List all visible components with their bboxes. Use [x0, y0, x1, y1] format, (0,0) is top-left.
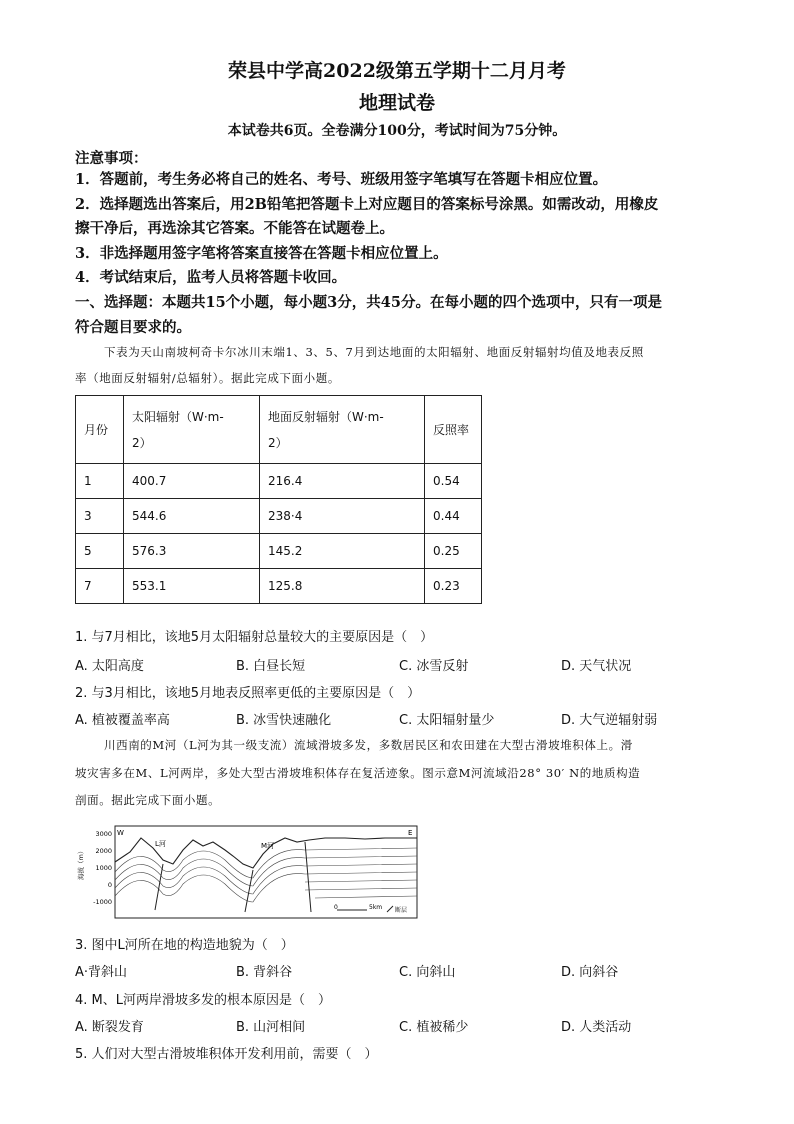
header-albedo: 反照率	[425, 396, 482, 464]
subject-title: 地理试卷	[358, 92, 435, 114]
question-2-stem: 2. 与3月相比，该地5月地表反照率更低的主要原因是（ ）	[75, 686, 421, 701]
question-3-stem: 3. 图中L河所在地的构造地貌为（ ）	[75, 938, 294, 953]
east-label: E	[408, 829, 413, 837]
intro2-line1: 川西南的M河（L河为其一级支流）流域滑坡多发，多数居民区和农田建在大型古滑坡堆积体上。滑	[104, 738, 633, 752]
cell: 0.44	[425, 499, 482, 534]
table-row	[76, 464, 482, 499]
q2-option-b[interactable]: B. 冰雪快速融化	[236, 713, 332, 728]
q1-option-a[interactable]: A. 太阳高度	[75, 659, 144, 674]
header-solar: 太阳辐射（W·m- 2）	[124, 396, 260, 464]
cell: 145.2	[260, 534, 425, 569]
q2-option-d[interactable]: D. 大气逆辐射弱	[561, 713, 658, 728]
cell: 238·4	[260, 499, 425, 534]
cell: 5	[76, 534, 124, 569]
q1-option-c[interactable]: C. 冰雪反射	[399, 659, 469, 674]
note-1: 1．答题前，考生务必将自己的姓名、考号、班级用签字笔填写在答题卡相应位置。	[75, 171, 608, 188]
cell: 0.25	[425, 534, 482, 569]
y-axis-label: 海拔（m）	[77, 847, 85, 880]
cell: 400.7	[124, 464, 260, 499]
intro1-line2: 率（地面反射辐射/总辐射）。据此完成下面小题。	[75, 371, 340, 385]
y-tick: 2000	[95, 847, 112, 855]
exam-title: 荣县中学高2022级第五学期十二月月考	[228, 60, 566, 82]
y-tick: 1000	[95, 864, 112, 872]
note-4: 4．考试结束后，监考人员将答题卡收回。	[75, 269, 347, 286]
q3-option-b[interactable]: B. 背斜谷	[236, 965, 293, 980]
table-row	[76, 534, 482, 569]
scale-km: 5km	[369, 904, 383, 911]
q2-option-a[interactable]: A. 植被覆盖率高	[75, 713, 170, 728]
y-tick: 3000	[95, 830, 112, 838]
notes-heading: 注意事项：	[75, 150, 148, 167]
scale-zero: 0	[334, 904, 338, 911]
question-1-stem: 1. 与7月相比，该地5月太阳辐射总量较大的主要原因是（ ）	[75, 630, 434, 645]
table-header-row	[76, 396, 482, 464]
cell: 3	[76, 499, 124, 534]
cell: 0.23	[425, 569, 482, 604]
cell: 7	[76, 569, 124, 604]
table-row	[76, 569, 482, 604]
cell: 553.1	[124, 569, 260, 604]
section-heading: 一、选择题：本题共15个小题，每小题3分，共45分。在每小题的四个选项中，只有一项是	[75, 294, 662, 311]
q4-option-a[interactable]: A. 断裂发育	[75, 1020, 144, 1035]
section-heading-cont: 符合题目要求的。	[75, 319, 191, 336]
q4-option-d[interactable]: D. 人类活动	[561, 1020, 632, 1035]
note-2: 2．选择题选出答案后，用2B铅笔把答题卡上对应题目的答案标号涂黑。如需改动，用橡皮	[75, 196, 659, 213]
header-reflect: 地面反射辐射（W·m- 2）	[260, 396, 425, 464]
q4-option-c[interactable]: C. 植被稀少	[399, 1020, 469, 1035]
header-month: 月份	[76, 396, 124, 464]
note-3: 3．非选择题用签字笔将答案直接答在答题卡相应位置上。	[75, 245, 448, 262]
exam-info: 本试卷共6页。全卷满分100分，考试时间为75分钟。	[227, 123, 567, 139]
intro1-line1: 下表为天山南坡柯奇卡尔冰川末端1、3、5、7月到达地面的太阳辐射、地面反射辐射均值及地表反照	[104, 345, 644, 359]
question-5-stem: 5. 人们对大型古滑坡堆积体开发利用前，需要（ ）	[75, 1047, 378, 1062]
intro2-line3: 剖面。据此完成下面小题。	[75, 793, 221, 807]
cell: 576.3	[124, 534, 260, 569]
y-axis-ticks	[93, 830, 112, 906]
note-2-cont: 擦干净后，再选涂其它答案。不能答在试题卷上。	[75, 220, 394, 237]
fault-legend-label: 断层	[395, 907, 408, 914]
cell: 0.54	[425, 464, 482, 499]
y-tick: 0	[107, 881, 112, 889]
q2-option-c[interactable]: C. 太阳辐射量少	[399, 713, 495, 728]
q3-option-c[interactable]: C. 向斜山	[399, 965, 456, 980]
q1-option-d[interactable]: D. 天气状况	[561, 659, 632, 674]
cell: 216.4	[260, 464, 425, 499]
question-4-stem: 4. M、L河两岸滑坡多发的根本原因是（ ）	[75, 993, 331, 1008]
intro2-line2: 坡灾害多在M、L河两岸，多处大型古滑坡堆积体存在复活迹象。图示意M河流域沿28° 30′ N的地质构造	[75, 766, 641, 780]
l-river-label: L河	[155, 840, 166, 848]
q3-option-a[interactable]: A·背斜山	[75, 965, 128, 980]
west-label: W	[117, 829, 124, 837]
q4-option-b[interactable]: B. 山河相间	[236, 1020, 306, 1035]
y-tick: -1000	[93, 898, 112, 906]
cell: 544.6	[124, 499, 260, 534]
geologic-cross-section-figure	[75, 820, 425, 925]
q1-option-b[interactable]: B. 白昼长短	[236, 659, 306, 674]
m-river-label: M河	[261, 842, 275, 850]
q3-option-d[interactable]: D. 向斜谷	[561, 965, 619, 980]
cell: 1	[76, 464, 124, 499]
table-row	[76, 499, 482, 534]
radiation-table	[75, 395, 482, 604]
cell: 125.8	[260, 569, 425, 604]
